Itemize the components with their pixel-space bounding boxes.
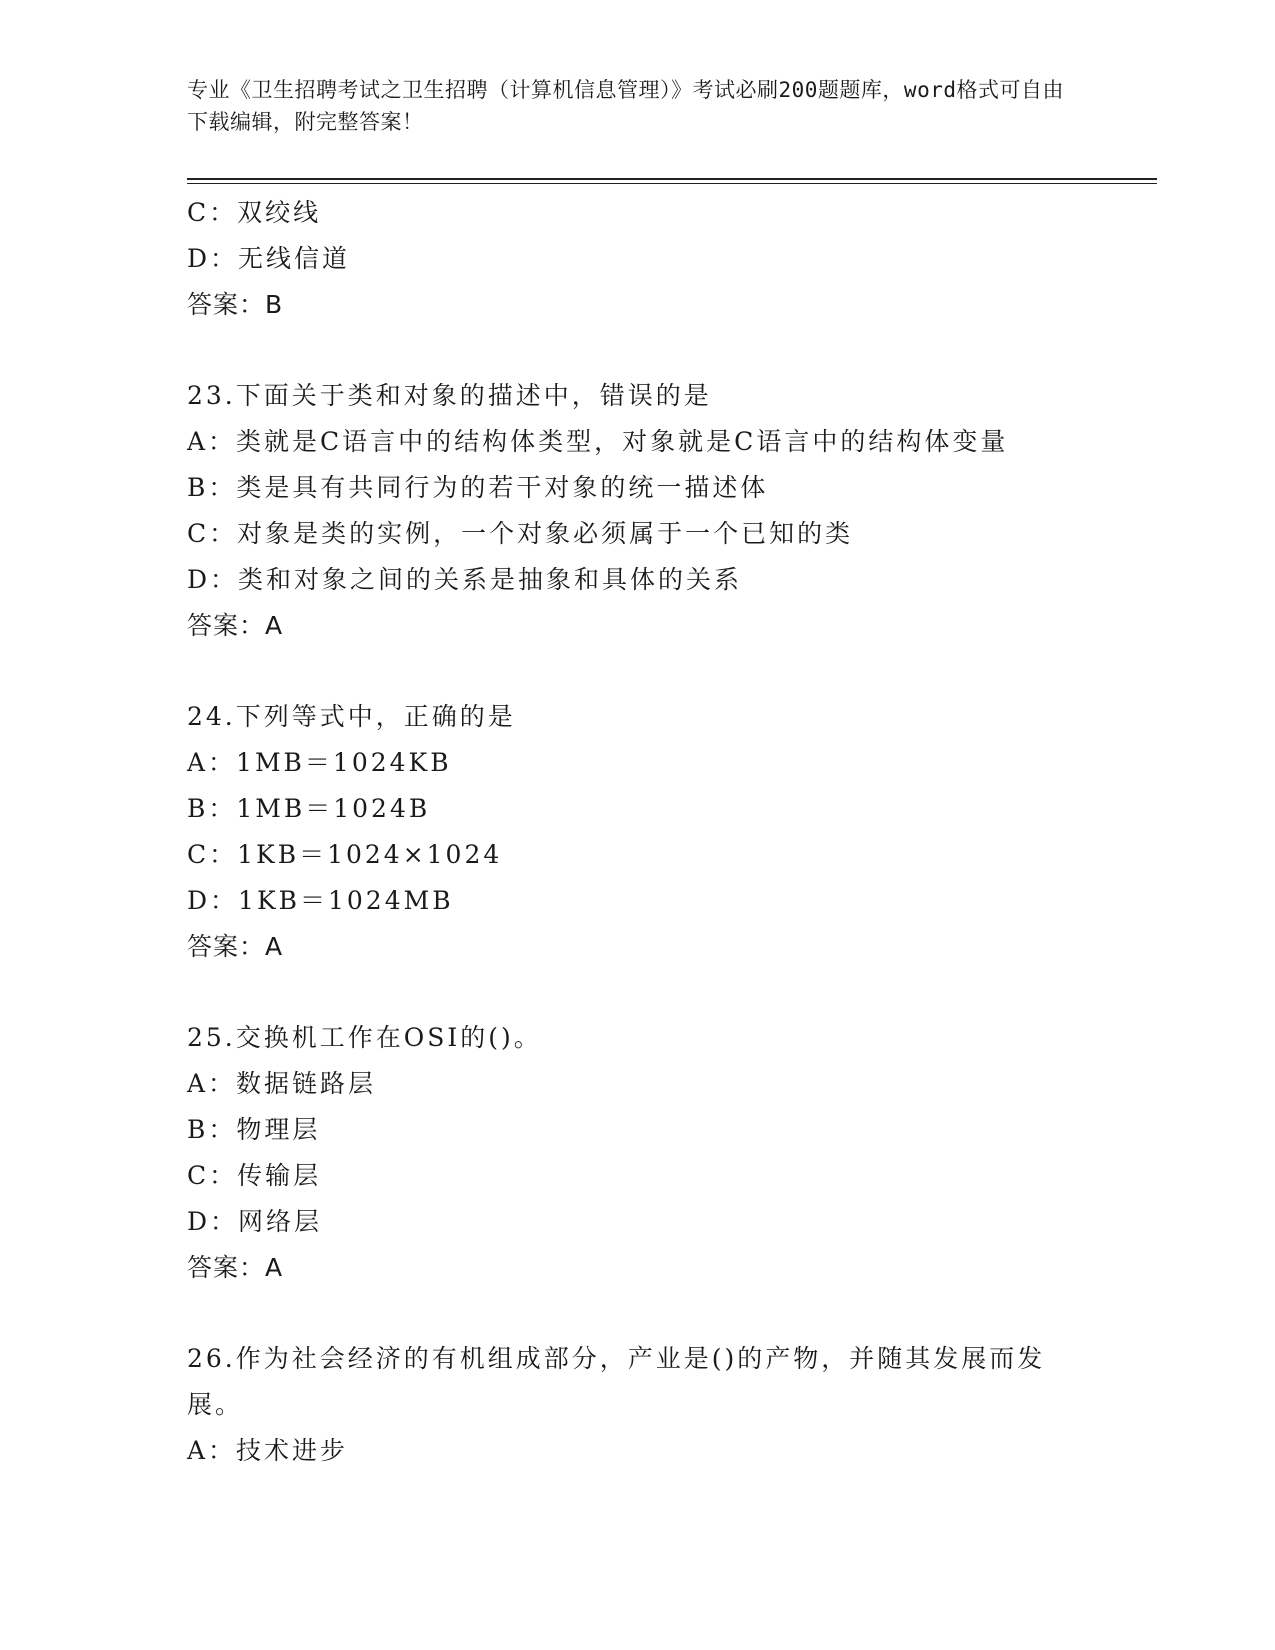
continued-question <box>187 190 1087 328</box>
question-24 <box>187 694 1087 970</box>
answer-line: 答案：A <box>187 611 284 640</box>
document-content <box>187 190 1087 1474</box>
question-stem: 24.下列等式中，正确的是 <box>187 702 516 731</box>
option-d: D：无线信道 <box>187 244 351 273</box>
option-d: D：网络层 <box>187 1207 323 1236</box>
option-a: A：1MB＝1024KB <box>187 748 452 777</box>
answer-line: 答案：A <box>187 932 284 961</box>
option-c: C：双绞线 <box>187 198 322 227</box>
answer-line: 答案：B <box>187 290 284 319</box>
option-c: C：对象是类的实例，一个对象必须属于一个已知的类 <box>187 519 854 548</box>
document-page <box>187 0 1157 1650</box>
question-stem: 26.作为社会经济的有机组成部分，产业是()的产物，并随其发展而发展。 <box>187 1344 1046 1419</box>
option-d: D：1KB＝1024MB <box>187 886 454 915</box>
option-d: D：类和对象之间的关系是抽象和具体的关系 <box>187 565 743 594</box>
question-stem: 23.下面关于类和对象的描述中，错误的是 <box>187 381 712 410</box>
header-rule-thin <box>187 183 1157 184</box>
option-a: A：类就是C语言中的结构体类型，对象就是C语言中的结构体变量 <box>187 427 1009 456</box>
document-header: 专业《卫生招聘考试之卫生招聘（计算机信息管理）》考试必刷200题题库，word格式可自由下载编辑，附完整答案！ <box>187 78 1064 134</box>
option-c: C：1KB＝1024×1024 <box>187 840 503 869</box>
option-b: B：物理层 <box>187 1115 321 1144</box>
question-25 <box>187 1015 1087 1291</box>
answer-line: 答案：A <box>187 1253 284 1282</box>
header-rule-thick <box>187 178 1157 180</box>
question-26 <box>187 1336 1087 1474</box>
option-b: B：1MB＝1024B <box>187 794 431 823</box>
option-b: B：类是具有共同行为的若干对象的统一描述体 <box>187 473 769 502</box>
question-stem: 25.交换机工作在OSI的()。 <box>187 1023 542 1052</box>
option-a: A：技术进步 <box>187 1436 349 1465</box>
question-23 <box>187 373 1087 649</box>
option-c: C：传输层 <box>187 1161 322 1190</box>
option-a: A：数据链路层 <box>187 1069 377 1098</box>
